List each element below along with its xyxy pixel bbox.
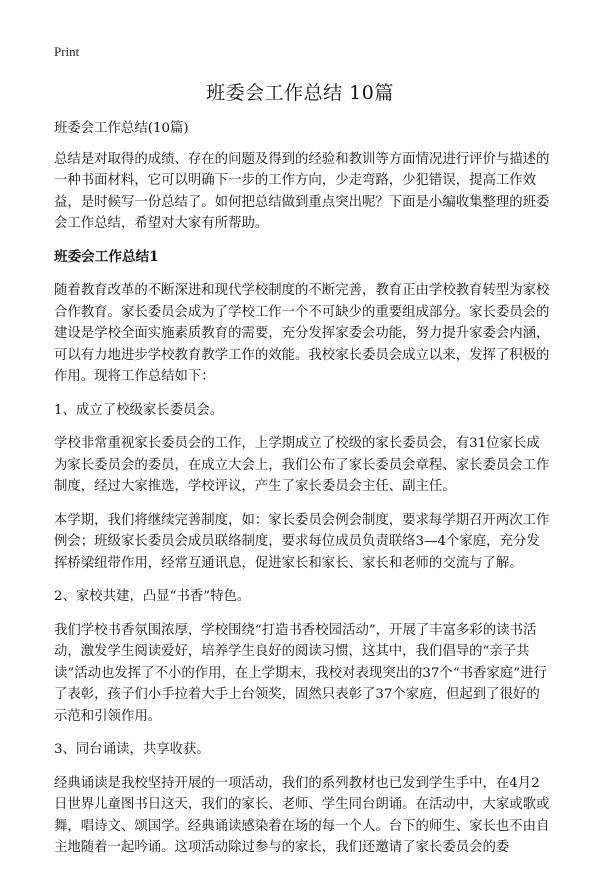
list-item-heading: 2、家校共建，凸显“书香”特色。 [54, 589, 251, 604]
page-title: 班委会工作总结 10篇 [206, 82, 394, 104]
intro-paragraph: 总结是对取得的成绩、存在的问题及得到的经验和教训等方面情况进行评价与描述的一种书面材料，它可以明确下一步的工作方向，少走弯路，少犯错误，提高工作效益，是时候写一份总结了。如何把总结做到重点突出呢？下面是小编收集整理的班委会工作总结，希望对大家有所帮助。 [54, 151, 550, 231]
body-paragraph: 经典诵读是我校坚持开展的一项活动，我们的系列教材也已发到学生手中，在4月2日世界儿童图书日这天，我们的家长、老师、学生同台朗诵。在活动中，大家或歌或舞，唱诗文、颂国学。经典诵读感染着在场的每一个人。台下的师生、家长也不由自主地随着一起吟诵。这项活动除过参与的家长，我们还邀请了家长委员会的委 [54, 775, 550, 855]
list-item-heading: 3、同台诵读，共享收获。 [54, 742, 210, 757]
section-heading: 班委会工作总结1 [54, 248, 159, 265]
document-subtitle: 班委会工作总结(10篇) [54, 121, 189, 136]
document-body [54, 118, 552, 871]
body-paragraph: 随着教育改革的不断深进和现代学校制度的不断完善，教育正由学校教育转型为家校合作教育。家长委员会成为了学校工作一个不可缺少的重要组成部分。家长委员会的建设是学校全面实施素质教育的需要，充分发挥家委会功能，努力提升家委会内涵，可以有力地进步学校教育教学工作的效能。我校家长委员会成立以来，发挥了积极的作用。现将工作总结如下： [54, 283, 550, 384]
list-item-heading: 1、成立了校级家长委员会。 [54, 402, 224, 418]
print-link[interactable]: Print [54, 44, 80, 59]
body-paragraph: 学校非常重视家长委员会的工作，上学期成立了校级的家长委员会，有31位家长成为家长委员会的委员，在成立大会上，我们公布了家长委员会章程、家长委员会工作制度，经过大家推选，学校评议，产生了家长委员会主任、副主任。 [54, 436, 550, 494]
body-paragraph: 我们学校书香氛围浓厚，学校围绕“打造书香校园活动”，开展了丰富多彩的读书活动，激发学生阅读爱好，培养学生良好的阅读习惯，这其中，我们倡导的“亲子共读”活动也发挥了不小的作用，在上学期末，我校对表现突出的37个“书香家庭”进行了表彰，孩子们小手拉着大手上台领奖，固然只表彰了37个家庭，但起到了很好的示范和引领作用。 [54, 622, 547, 724]
body-paragraph: 本学期，我们将继续完善制度，如：家长委员会例会制度，要求每学期召开两次工作例会；班级家长委员会成员联络制度，要求每位成员负责联络3—4个家庭，充分发挥桥梁纽带作用，经常互通讯息，促进家长和家长、家长和老师的交流与了解。 [54, 512, 550, 571]
